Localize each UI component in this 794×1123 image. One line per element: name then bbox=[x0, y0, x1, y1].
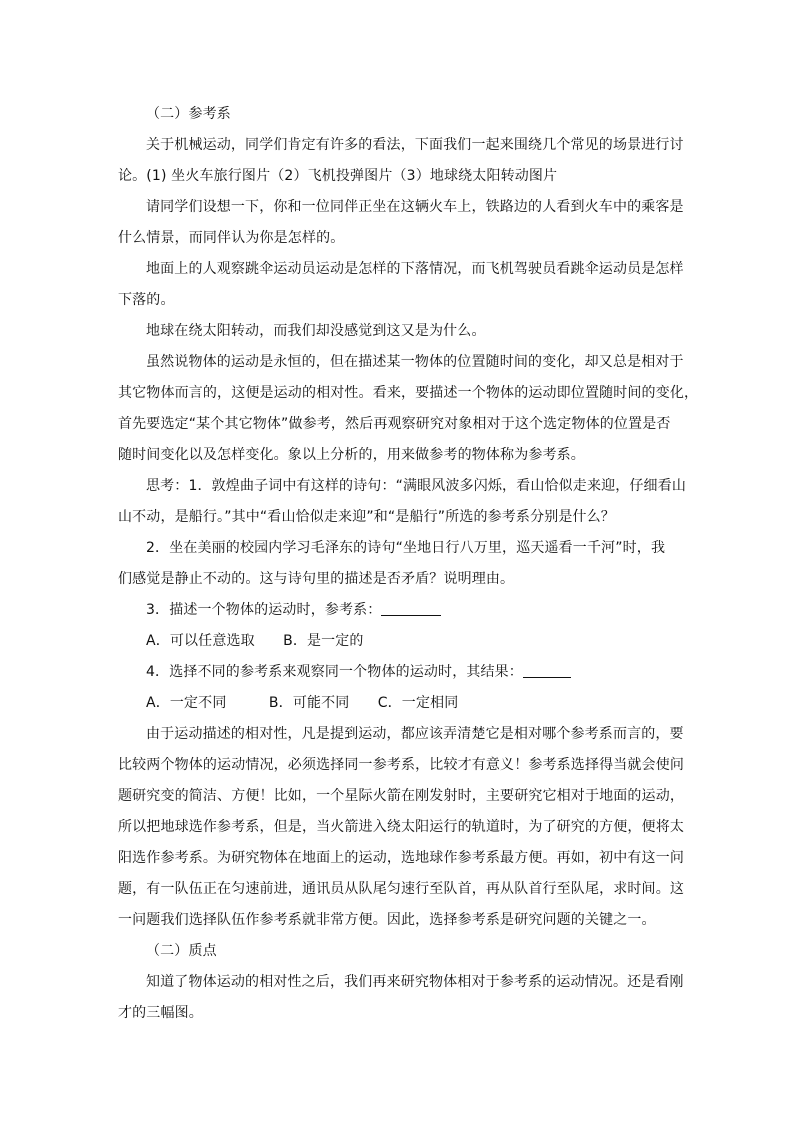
paragraph-line: 阳选作参考系。为研究物体在地面上的运动，选地球作参考系最方便。再如，初中有这一问 bbox=[118, 850, 684, 866]
question-2-line: 们感觉是静止不动的。这与诗句里的描述是否矛盾？说明理由。 bbox=[118, 571, 515, 587]
question-4-text: 4．选择不同的参考系来观察同一个物体的运动时，其结果： bbox=[146, 664, 523, 680]
paragraph-line: 关于机械运动，同学们肯定有许多的看法，下面我们一起来围绕几个常见的场景进行讨 bbox=[146, 137, 684, 153]
paragraph-line: 虽然说物体的运动是永恒的，但在描述某一物体的位置随时间的变化，却又总是相对于 bbox=[146, 354, 684, 370]
paragraph-line: 由于运动描述的相对性，凡是提到运动，都应该弄清楚它是相对哪个参考系而言的，要 bbox=[146, 726, 684, 742]
paragraph-line: 随时间变化以及怎样变化。象以上分析的，用来做参考的物体称为参考系。 bbox=[118, 447, 585, 463]
answer-blank bbox=[523, 661, 571, 678]
paragraph-line: 地面上的人观察跳伞运动员运动是怎样的下落情况，而飞机驾驶员看跳伞运动员是怎样 bbox=[146, 261, 684, 277]
question-3-text: 3．描述一个物体的运动时，参考系： bbox=[146, 602, 382, 618]
paragraph-line: 下落的。 bbox=[118, 292, 175, 308]
paragraph-line: 题研究变的简洁、方便！比如，一个星际火箭在刚发射时，主要研究它相对于地面的运动， bbox=[118, 788, 684, 804]
paragraph-line: 题，有一队伍正在匀速前进，通讯员从队尾匀速行至队首，再从队首行至队尾，求时间。这 bbox=[118, 881, 684, 897]
document-body bbox=[118, 99, 699, 1029]
section-heading-reference-frame: （二）参考系 bbox=[146, 106, 231, 122]
question-2-line: 2．坐在美丽的校园内学习毛泽东的诗句“坐地日行八万里，巡天遥看一千河”时，我 bbox=[146, 540, 666, 556]
answer-blank bbox=[381, 599, 441, 616]
paragraph-line: 什么情景，而同伴认为你是怎样的。 bbox=[118, 230, 345, 246]
paragraph-line: 比较两个物体的运动情况，必须选择同一参考系，比较才有意义！参考系选择得当就会使问 bbox=[118, 757, 684, 773]
paragraph-line: 地球在绕太阳转动，而我们却没感觉到这又是为什么。 bbox=[146, 323, 486, 339]
paragraph-line: 请同学们设想一下，你和一位同伴正坐在这辆火车上，铁路边的人看到火车中的乘客是 bbox=[146, 199, 684, 215]
paragraph-line: 其它物体而言的，这便是运动的相对性。看来，要描述一个物体的运动即位置随时间的变化， bbox=[118, 385, 699, 401]
question-4-options: A．一定不同 B．可能不同 C．一定相同 bbox=[146, 695, 459, 711]
paragraph-line: 首先要选定“某个其它物体”做参考，然后再观察研究对象相对于这个选定物体的位置是否 bbox=[118, 416, 671, 432]
paragraph-line: 所以把地球选作参考系，但是，当火箭进入绕太阳运行的轨道时，为了研究的方便，便将太 bbox=[118, 819, 684, 835]
question-3-options: A．可以任意选取 B．是一定的 bbox=[146, 633, 364, 649]
question-1-line: 思考：1．敦煌曲子词中有这样的诗句：“满眼风波多闪烁，看山恰似走来迎，仔细看山 bbox=[146, 478, 687, 494]
question-4-line bbox=[118, 657, 678, 688]
paragraph-line: 知道了物体运动的相对性之后，我们再来研究物体相对于参考系的运动情况。还是看刚 bbox=[146, 974, 684, 990]
question-3-line bbox=[118, 595, 678, 626]
paragraph-line: 一问题我们选择队伍作参考系就非常方便。因此，选择参考系是研究问题的关键之一。 bbox=[118, 912, 656, 928]
section-heading-particle: （二）质点 bbox=[146, 943, 217, 959]
question-1-line: 山不动，是船行。”其中“看山恰似走来迎”和“是船行”所选的参考系分别是什么？ bbox=[118, 509, 615, 525]
paragraph-line: 才的三幅图。 bbox=[118, 1005, 203, 1021]
paragraph-line: 论。(1) 坐火车旅行图片（2）飞机投弹图片（3）地球绕太阳转动图片 bbox=[118, 168, 558, 184]
